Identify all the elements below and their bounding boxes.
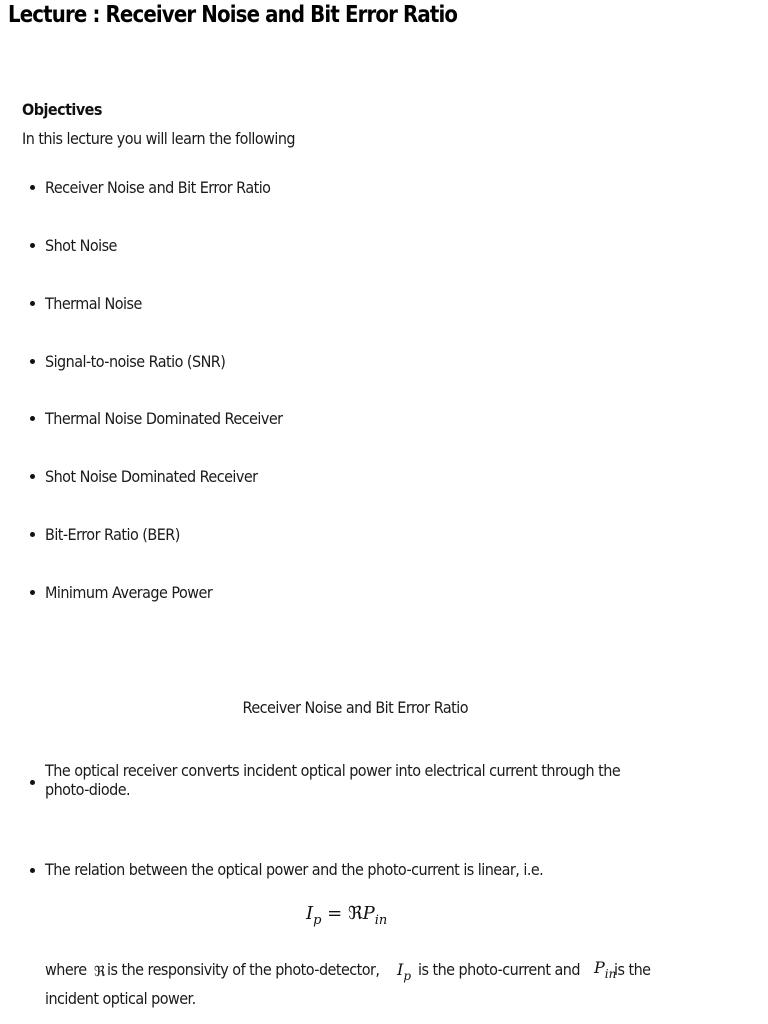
where-text-3: is the photo-current and — [418, 960, 580, 979]
paragraph-2: The relation between the optical power and the photo-current is linear, i.e. — [45, 860, 544, 879]
paragraph-1-line-1: The optical receiver converts incident optical power into electrical current through the — [45, 761, 621, 780]
list-item-label: Signal-to-noise Ratio (SNR) — [45, 352, 226, 371]
list-item-label: Shot Noise Dominated Receiver — [45, 467, 258, 486]
list-item-label: Bit-Error Ratio (BER) — [45, 525, 180, 544]
photocurrent-symbol — [397, 960, 412, 983]
section-heading — [0, 698, 710, 718]
bullet-icon — [30, 185, 35, 190]
list-item-label: Thermal Noise — [45, 294, 142, 313]
bullet-icon — [30, 780, 35, 785]
bullet-icon — [30, 532, 35, 537]
objectives-heading: Objectives — [22, 100, 102, 119]
formula-power: P — [362, 903, 375, 924]
section-heading-text: Receiver Noise and Bit Error Ratio — [242, 698, 468, 717]
formula-power-sub: in — [374, 913, 388, 928]
photocurrent-symbol-sub: p — [403, 969, 412, 983]
photocurrent-symbol-main: I — [397, 960, 404, 979]
where-text-5: incident optical power. — [45, 989, 196, 1008]
formula-equals: = — [321, 903, 348, 924]
power-symbol — [594, 958, 617, 981]
bullet-icon — [30, 359, 35, 364]
power-symbol-main: P — [594, 958, 605, 977]
formula-lhs-sub: p — [313, 913, 322, 928]
page-title: Lecture : Receiver Noise and Bit Error Ratio — [8, 2, 458, 28]
bullet-icon — [30, 590, 35, 595]
photocurrent-formula — [306, 902, 387, 926]
where-text-2: is the responsivity of the photo-detector, — [107, 960, 380, 979]
formula-responsivity: ℜ — [347, 903, 363, 924]
power-symbol-sub: in — [604, 967, 617, 981]
formula-lhs: I — [306, 903, 314, 924]
bullet-icon — [30, 243, 35, 248]
where-text-1: where — [45, 960, 87, 979]
list-item-label: Thermal Noise Dominated Receiver — [45, 409, 283, 428]
paragraph-1-line-2: photo-diode. — [45, 780, 131, 799]
bullet-icon — [30, 868, 35, 873]
list-item-label: Shot Noise — [45, 236, 117, 255]
list-item-label: Minimum Average Power — [45, 583, 213, 602]
responsivity-symbol: ℜ — [94, 964, 106, 980]
list-item-label: Receiver Noise and Bit Error Ratio — [45, 178, 271, 197]
bullet-icon — [30, 474, 35, 479]
objectives-intro: In this lecture you will learn the following — [22, 129, 296, 148]
bullet-icon — [30, 301, 35, 306]
bullet-icon — [30, 416, 35, 421]
where-text-4: is the — [614, 960, 651, 979]
